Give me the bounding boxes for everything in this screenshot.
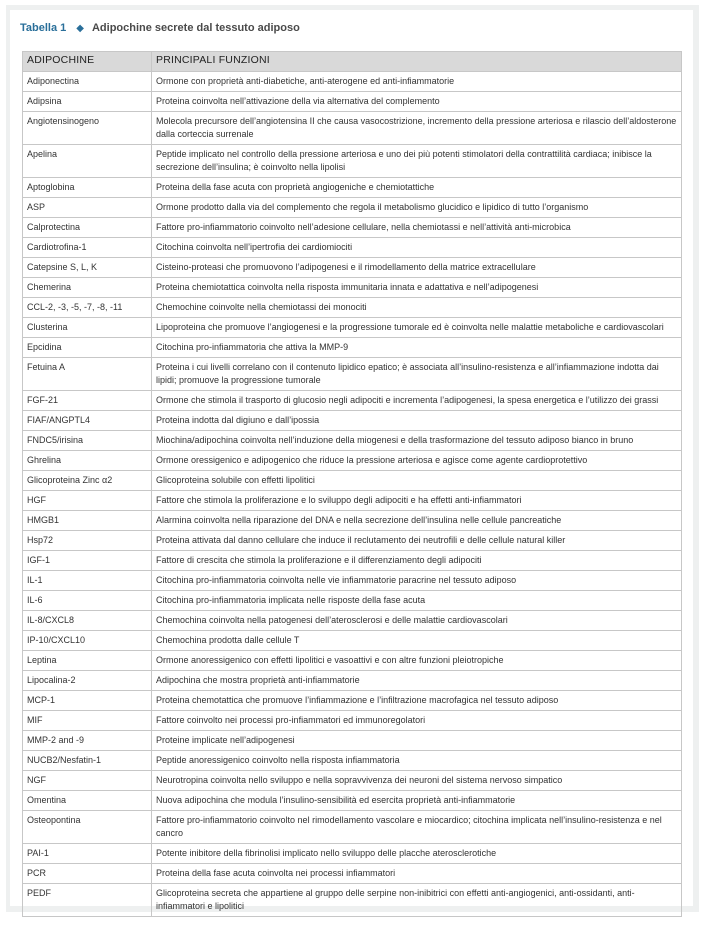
adipokine-name: IL-1 [23,571,152,591]
adipokine-name: Chemerina [23,278,152,298]
table-row [23,611,682,631]
table-body [23,72,682,917]
adipokine-name: Fetuina A [23,358,152,391]
adipokine-name: Aptoglobina [23,178,152,198]
table-row [23,864,682,884]
adipokine-function: Cisteino-proteasi che promuovono l’adipogenesi e il rimodellamento della matrice extracellulare [152,258,682,278]
adipokine-name: Epcidina [23,338,152,358]
table-row [23,571,682,591]
adipokine-function: Peptide anoressigenico coinvolto nella risposta infiammatoria [152,751,682,771]
adipokine-function: Fattore di crescita che stimola la proliferazione e il differenziamento degli adipociti [152,551,682,571]
adipokine-name: Calprotectina [23,218,152,238]
table-row [23,278,682,298]
table-row [23,751,682,771]
caption-title: Adipochine secrete dal tessuto adiposo [91,22,300,34]
header-row [23,52,682,72]
table-row [23,691,682,711]
table-row [23,711,682,731]
adipokine-function: Lipoproteina che promuove l’angiogenesi e la progressione tumorale ed è coinvolta nelle malattie metaboliche e cardiovascolari [152,318,682,338]
adipokine-name: Angiotensinogeno [23,112,152,145]
table-frame [6,5,699,912]
adipokine-name: Clusterina [23,318,152,338]
adipokine-function: Peptide implicato nel controllo della pressione arteriosa e uno dei più potenti stimolatori della contrattilità cardiaca; inibisce la secrezione dell’insulina; è coinvolto nella lipolisi [152,145,682,178]
table-row [23,631,682,651]
adipokine-function: Glicoproteina solubile con effetti lipolitici [152,471,682,491]
table-row [23,451,682,471]
adipokine-name: Lipocalina-2 [23,671,152,691]
adipokine-function: Glicoproteina secreta che appartiene al gruppo delle serpine non-inibitrici con effetti anti-angiogenici, anti-ossidanti, anti-infiammatori e lipolitici [152,884,682,917]
adipokine-function: Citochina pro-infiammatoria implicata nelle risposte della fase acuta [152,591,682,611]
adipokine-name: ASP [23,198,152,218]
adipokine-function: Molecola precursore dell’angiotensina II che causa vasocostrizione, incremento della pressione arteriosa e rilascio dell’aldosterone dalla corteccia surrenale [152,112,682,145]
adipokine-name: FNDC5/irisina [23,431,152,451]
adipokine-name: NUCB2/Nesfatin-1 [23,751,152,771]
adipokine-function: Proteina chemotattica che promuove l’infiammazione e l’infiltrazione macrofagica nel tessuto adiposo [152,691,682,711]
adipokine-name: PEDF [23,884,152,917]
table-row [23,318,682,338]
adipokine-function: Alarmina coinvolta nella riparazione del DNA e nella secrezione dell’insulina nelle cellule pancreatiche [152,511,682,531]
adipokine-name: Osteopontina [23,811,152,844]
table-row [23,92,682,112]
adipokine-name: CCL-2, -3, -5, -7, -8, -11 [23,298,152,318]
table-row [23,791,682,811]
table-row [23,298,682,318]
table-row [23,391,682,411]
adipokine-function: Proteina coinvolta nell’attivazione della via alternativa del complemento [152,92,682,112]
adipokine-name: Leptina [23,651,152,671]
table-row [23,884,682,917]
adipokine-function: Ormone con proprietà anti-diabetiche, anti-aterogene ed anti-infiammatorie [152,72,682,92]
table-row [23,811,682,844]
adipokine-function: Nuova adipochina che modula l’insulino-sensibilità ed esercita proprietà anti-infiammatorie [152,791,682,811]
table-row [23,358,682,391]
adipokine-name: Omentina [23,791,152,811]
adipokine-function: Proteina della fase acuta coinvolta nei processi infiammatori [152,864,682,884]
table-row [23,511,682,531]
adipokine-name: IGF-1 [23,551,152,571]
table-row [23,72,682,92]
adipokine-name: IL-8/CXCL8 [23,611,152,631]
adipokine-function: Chemochina coinvolta nella patogenesi dell’aterosclerosi e delle malattie cardiovascolari [152,611,682,631]
adipokine-function: Miochina/adipochina coinvolta nell’induzione della miogenesi e della trasformazione del tessuto adiposo bianco in bruno [152,431,682,451]
table-row [23,178,682,198]
table-row [23,551,682,571]
adipokine-function: Neurotropina coinvolta nello sviluppo e nella sopravvivenza dei neuroni del sistema nervoso simpatico [152,771,682,791]
adipokine-function: Fattore pro-infiammatorio coinvolto nel rimodellamento vascolare e miocardico; citochina implicata nell’insulino-resistenza e nel cancro [152,811,682,844]
adipokine-name: PAI-1 [23,844,152,864]
table-row [23,218,682,238]
adipokine-function: Proteina della fase acuta con proprietà angiogeniche e chemiotattiche [152,178,682,198]
adipokine-name: Adiponectina [23,72,152,92]
adipokine-table [22,51,682,917]
adipokine-function: Chemochina prodotta dalle cellule T [152,631,682,651]
adipokine-function: Potente inibitore della fibrinolisi implicato nello sviluppo delle placche aterosclerotiche [152,844,682,864]
adipokine-name: Apelina [23,145,152,178]
adipokine-function: Ormone anoressigenico con effetti lipolitici e vasoattivi e con altre funzioni pleiotropiche [152,651,682,671]
adipokine-function: Adipochina che mostra proprietà anti-infiammatorie [152,671,682,691]
table-row [23,198,682,218]
adipokine-function: Proteine implicate nell’adipogenesi [152,731,682,751]
adipokine-name: Glicoproteina Zinc α2 [23,471,152,491]
table-row [23,338,682,358]
table-row [23,771,682,791]
adipokine-name: IL-6 [23,591,152,611]
adipokine-name: PCR [23,864,152,884]
adipokine-name: HMGB1 [23,511,152,531]
caption-label: Tabella 1 [20,22,67,34]
adipokine-function: Ormone che stimola il trasporto di glucosio negli adipociti e incrementa l’adipogenesi, la spesa energetica e l’utilizzo dei grassi [152,391,682,411]
adipokine-function: Fattore che stimola la proliferazione e lo sviluppo degli adipociti e ha effetti anti-infiammatori [152,491,682,511]
adipokine-name: IP-10/CXCL10 [23,631,152,651]
adipokine-name: Adipsina [23,92,152,112]
header-adipochine: ADIPOCHINE [23,52,152,72]
table-caption [20,20,300,36]
table-row [23,671,682,691]
adipokine-function: Fattore pro-infiammatorio coinvolto nell’adesione cellulare, nella chemiotassi e nell’attività anti-microbica [152,218,682,238]
adipokine-function: Ormone oressigenico e adipogenico che riduce la pressione arteriosa e agisce come agente cardioprotettivo [152,451,682,471]
adipokine-name: Ghrelina [23,451,152,471]
adipokine-name: MMP-2 and -9 [23,731,152,751]
adipokine-function: Proteina chemiotattica coinvolta nella risposta immunitaria innata e adattativa e nell’adipogenesi [152,278,682,298]
adipokine-name: NGF [23,771,152,791]
table-row [23,411,682,431]
table-row [23,145,682,178]
adipokine-name: FIAF/ANGPTL4 [23,411,152,431]
adipokine-function: Proteina i cui livelli correlano con il contenuto lipidico epatico; è associata all’insulino-resistenza e all’infiammazione indotta dai lipidi; promuove la progressione tumorale [152,358,682,391]
table-row [23,238,682,258]
table-row [23,844,682,864]
table-row [23,471,682,491]
table-row [23,731,682,751]
adipokine-function: Citochina pro-infiammatoria che attiva la MMP-9 [152,338,682,358]
adipokine-name: Cardiotrofina-1 [23,238,152,258]
adipokine-function: Chemochine coinvolte nella chemiotassi dei monociti [152,298,682,318]
adipokine-name: Catepsine S, L, K [23,258,152,278]
adipokine-function: Fattore coinvolto nei processi pro-infiammatori ed immunoregolatori [152,711,682,731]
table-row [23,258,682,278]
table-row [23,591,682,611]
adipokine-name: MIF [23,711,152,731]
table-panel [10,10,693,911]
table-row [23,491,682,511]
table-row [23,531,682,551]
adipokine-function: Proteina indotta dal digiuno e dall’ipossia [152,411,682,431]
adipokine-function: Citochina coinvolta nell’ipertrofia dei cardiomiociti [152,238,682,258]
diamond-icon: ◆ [76,23,84,34]
header-funzioni: PRINCIPALI FUNZIONI [152,52,682,72]
adipokine-function: Proteina attivata dal danno cellulare che induce il reclutamento dei neutrofili e delle cellule natural killer [152,531,682,551]
adipokine-name: Hsp72 [23,531,152,551]
table-row [23,431,682,451]
adipokine-name: FGF-21 [23,391,152,411]
table-row [23,112,682,145]
adipokine-function: Citochina pro-infiammatoria coinvolta nelle vie infiammatorie paracrine nel tessuto adiposo [152,571,682,591]
table-row [23,651,682,671]
adipokine-name: MCP-1 [23,691,152,711]
adipokine-function: Ormone prodotto dalla via del complemento che regola il metabolismo glucidico e lipidico di tutto l’organismo [152,198,682,218]
adipokine-name: HGF [23,491,152,511]
